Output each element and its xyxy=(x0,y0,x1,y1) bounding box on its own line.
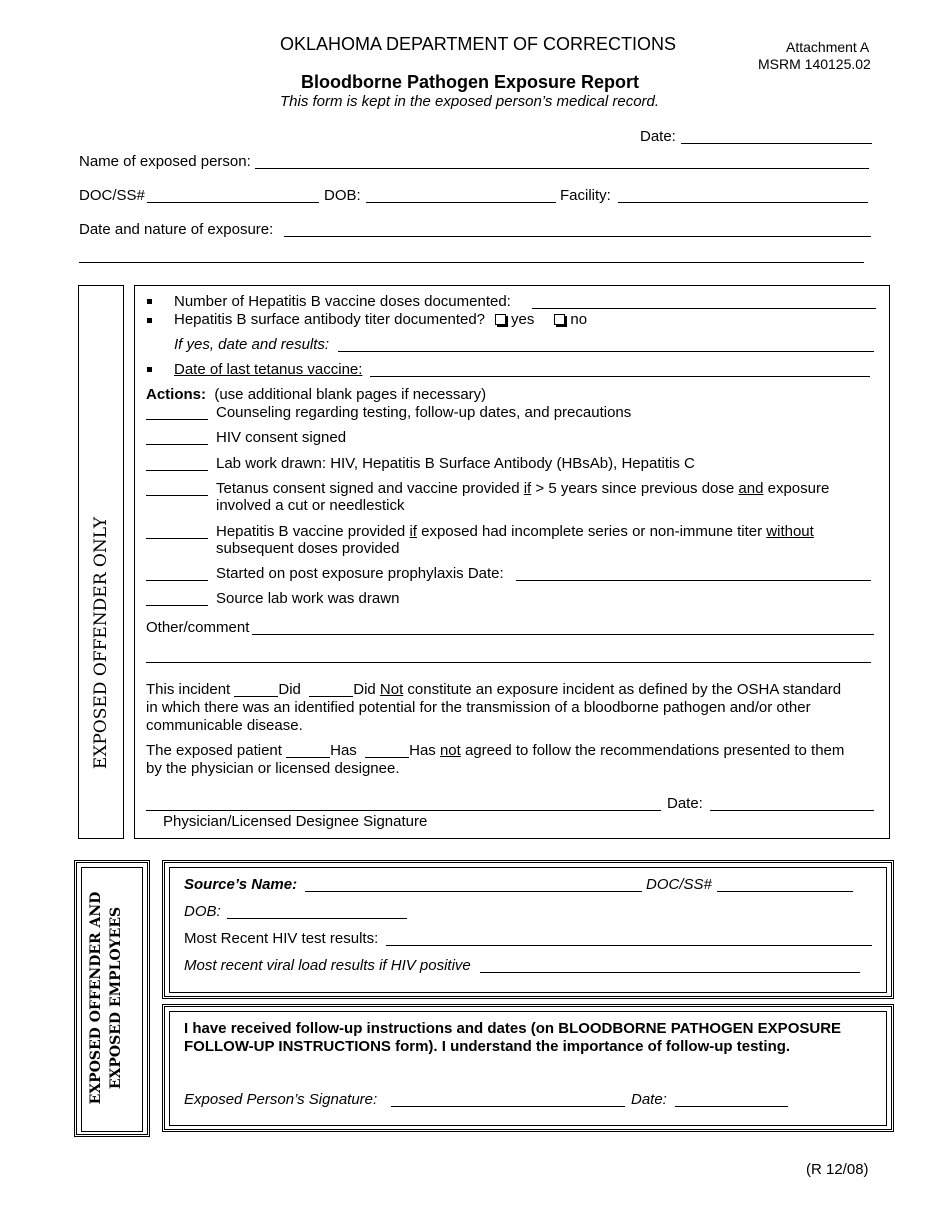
date-field[interactable] xyxy=(681,143,872,144)
physician-signature-field[interactable] xyxy=(146,810,661,811)
dob-field[interactable] xyxy=(366,202,556,203)
source-dob-label: DOB: xyxy=(184,903,221,920)
action-counseling[interactable]: Counseling regarding testing, follow-up dates, and precautions xyxy=(146,404,631,422)
name-field[interactable] xyxy=(255,168,869,169)
checkmark-blank[interactable] xyxy=(146,481,208,496)
has-not-blank[interactable] xyxy=(365,743,409,758)
name-label: Name of exposed person: xyxy=(79,153,251,170)
facility-label: Facility: xyxy=(560,187,611,204)
employee-side-label-1: EXPOSED OFFENDER AND xyxy=(88,891,104,1105)
source-name-field[interactable] xyxy=(305,891,642,892)
prophylaxis-date-field[interactable] xyxy=(516,580,871,581)
patient-line-2: by the physician or licensed designee. xyxy=(146,760,400,777)
no-label: no xyxy=(570,311,588,328)
no-checkbox[interactable] xyxy=(554,314,565,325)
checkmark-blank[interactable] xyxy=(146,591,208,606)
other-comment-field-2[interactable] xyxy=(146,662,871,663)
form-subtitle: This form is kept in the exposed person’s medical record. xyxy=(280,93,660,110)
facility-field[interactable] xyxy=(618,202,868,203)
physician-date-label: Date: xyxy=(667,795,703,812)
hiv-results-field[interactable] xyxy=(386,945,872,946)
action-tetanus[interactable]: Tetanus consent signed and vaccine provided if > 5 years since previous dose and exposure xyxy=(146,480,829,498)
exposure-label: Date and nature of exposure: xyxy=(79,221,274,238)
action-hep-b-vaccine-cont: subsequent doses provided xyxy=(216,540,400,557)
agency-title: OKLAHOMA DEPARTMENT OF CORRECTIONS xyxy=(280,34,677,54)
offender-side-label: EXPOSED OFFENDER ONLY xyxy=(91,516,111,770)
msrm-code: MSRM 140125.02 xyxy=(758,56,871,72)
did-blank[interactable] xyxy=(234,682,278,697)
action-prophylaxis[interactable]: Started on post exposure prophylaxis Date: xyxy=(146,565,504,583)
exposure-field[interactable] xyxy=(284,236,871,237)
exposed-date-label: Date: xyxy=(631,1091,667,1108)
actions-label: Actions: xyxy=(146,386,206,403)
has-blank[interactable] xyxy=(286,743,330,758)
date-label: Date: xyxy=(640,128,676,145)
docss-field[interactable] xyxy=(147,202,319,203)
viral-load-label: Most recent viral load results if HIV positive xyxy=(184,957,471,974)
did-not-blank[interactable] xyxy=(309,682,353,697)
checkmark-blank[interactable] xyxy=(146,405,208,420)
bullet xyxy=(147,318,152,323)
incident-line-3: communicable disease. xyxy=(146,717,303,734)
tetanus-label: Date of last tetanus vaccine: xyxy=(174,361,363,378)
checkmark-blank[interactable] xyxy=(146,430,208,445)
hep-b-titer-label: Hepatitis B surface antibody titer documented? xyxy=(174,311,486,328)
attachment-label: Attachment A xyxy=(786,39,870,55)
hep-b-doses-label: Number of Hepatitis B vaccine doses documented: xyxy=(174,293,511,310)
source-name-label: Source’s Name: xyxy=(184,876,298,893)
actions-note: (use additional blank pages if necessary) xyxy=(214,386,487,403)
physician-date-field[interactable] xyxy=(710,810,874,811)
patient-line-1: The exposed patient Has Has not agreed to follow the recommendations presented to them xyxy=(146,742,845,759)
checkmark-blank[interactable] xyxy=(146,524,208,539)
action-hep-b-vaccine[interactable]: Hepatitis B vaccine provided if exposed had incomplete series or non-immune titer without xyxy=(146,523,814,541)
if-yes-label: If yes, date and results: xyxy=(174,336,330,353)
dob-label: DOB: xyxy=(324,187,361,204)
ack-line-1: I have received follow-up instructions and dates (on BLOODBORNE PATHOGEN EXPOSURE xyxy=(184,1020,842,1037)
checkmark-blank[interactable] xyxy=(146,566,208,581)
action-hiv-consent[interactable]: HIV consent signed xyxy=(146,429,346,447)
action-source-lab[interactable]: Source lab work was drawn xyxy=(146,590,399,608)
bullet xyxy=(147,299,152,304)
source-dob-field[interactable] xyxy=(227,918,407,919)
hep-b-titer-row xyxy=(174,311,587,329)
revision-label: (R 12/08) xyxy=(806,1161,869,1178)
other-comment-label: Other/comment xyxy=(146,619,250,636)
employee-side-label-2: EXPOSED EMPLOYEES xyxy=(108,906,124,1090)
docss-label: DOC/SS# xyxy=(79,187,145,204)
incident-line-2: in which there was an identified potential for the transmission of a bloodborne pathogen and/or other xyxy=(146,699,811,716)
hiv-results-label: Most Recent HIV test results: xyxy=(184,930,379,947)
exposure-field-2[interactable] xyxy=(79,262,864,263)
physician-signature-label: Physician/Licensed Designee Signature xyxy=(163,813,428,830)
checkmark-blank[interactable] xyxy=(146,456,208,471)
actions-row xyxy=(146,386,486,404)
exposed-signature-field[interactable] xyxy=(391,1106,625,1107)
ack-line-2: FOLLOW-UP INSTRUCTIONS form). I understand the importance of follow-up testing. xyxy=(184,1038,791,1055)
viral-load-field[interactable] xyxy=(480,972,860,973)
tetanus-field[interactable] xyxy=(370,376,870,377)
action-tetanus-cont: involved a cut or needlestick xyxy=(216,497,405,514)
exposed-signature-label: Exposed Person’s Signature: xyxy=(184,1091,378,1108)
source-docss-label: DOC/SS# xyxy=(646,876,712,893)
exposed-date-field[interactable] xyxy=(675,1106,788,1107)
if-yes-field[interactable] xyxy=(338,351,874,352)
yes-label: yes xyxy=(511,311,535,328)
bullet xyxy=(147,367,152,372)
other-comment-field[interactable] xyxy=(252,634,874,635)
incident-line-1: This incident Did Did Not constitute an exposure incident as defined by the OSHA standard xyxy=(146,681,842,698)
hep-b-doses-field[interactable] xyxy=(532,308,876,309)
action-lab-work[interactable]: Lab work drawn: HIV, Hepatitis B Surface Antibody (HBsAb), Hepatitis C xyxy=(146,455,695,473)
source-docss-field[interactable] xyxy=(717,891,853,892)
yes-checkbox[interactable] xyxy=(495,314,506,325)
form-title: Bloodborne Pathogen Exposure Report xyxy=(301,72,640,92)
